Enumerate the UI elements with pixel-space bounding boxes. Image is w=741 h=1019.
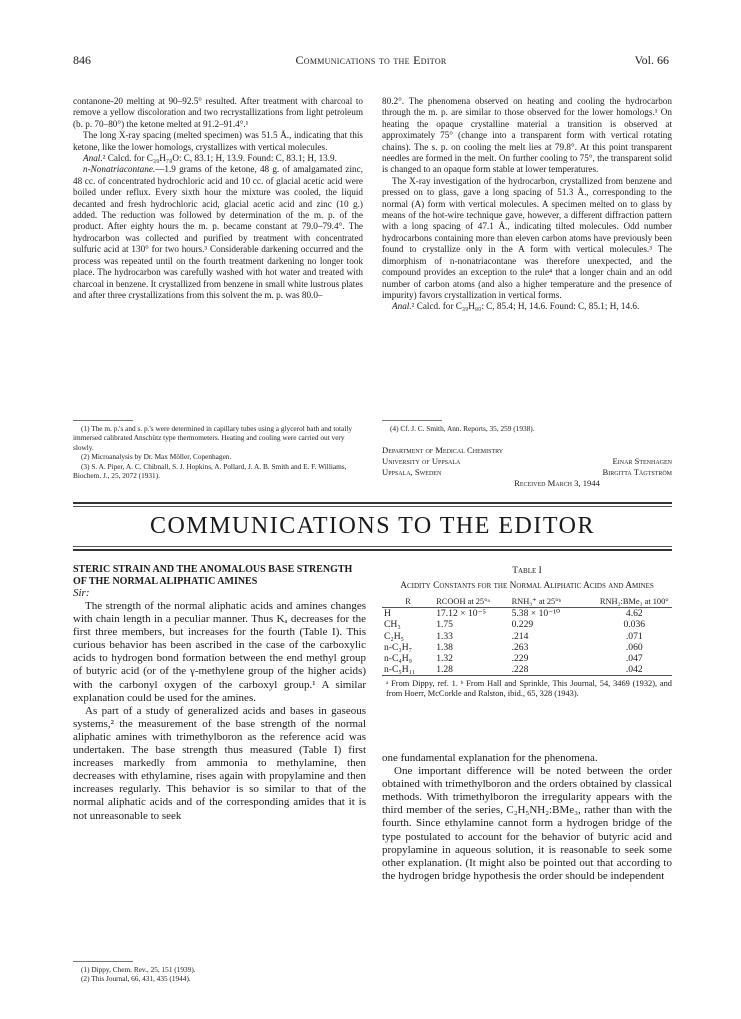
affiliation-block — [382, 445, 672, 489]
compound-heading: n-Nonatriacontane. — [83, 164, 156, 175]
footnote: (4) Cf. J. C. Smith, Ann. Reports, 35, 259 (1938). — [390, 424, 535, 433]
section-rule-bottom-thin — [73, 546, 672, 547]
table-cell: .042 — [625, 664, 643, 676]
column-header: R — [405, 597, 411, 606]
university: University of Uppsala — [382, 456, 461, 466]
footnote: (1) The m. p.'s and s. p.'s were determined in capillary tubes using a glycerol bath and totally immersed calibrated Anschütz type thermometers. Heating and cooling were carried out very slowly. — [73, 424, 352, 452]
column-header: RNH₃⁺ at 25°ᵇ — [511, 597, 562, 606]
table-row — [382, 631, 672, 642]
table-row — [382, 664, 672, 676]
footnote: (3) S. A. Piper, A. C. Chibnall, S. J. Hopkins, A. Pollard, J. A. B. Smith and E. F. Williams, Biochem. J., 25, 2072 (1931). — [73, 461, 347, 481]
table-caption: Acidity Constants for the Normal Aliphatic Acids and Amines — [400, 581, 654, 591]
article-title: STERIC STRAIN AND THE ANOMALOUS BASE STRENGTH OF THE NORMAL ALIPHATIC AMINES — [73, 564, 353, 587]
acidity-table — [382, 596, 672, 676]
table-cell: .047 — [625, 653, 643, 665]
footnote: (2) Microanalysis by Dr. Max Möller, Copenhagen. — [81, 452, 232, 462]
paragraph: contanone-20 melting at 90–92.5° resulted. After treatment with charcoal to remove a yellow discoloration and two recrystallizations from light petroleum (b. p. 70–80°) the ketone melted at 91.2–91.4°.¹ — [73, 96, 363, 129]
column-header: RCOOH at 25°ᵃ — [436, 597, 490, 606]
table-cell: n-C₅H₁₁ — [384, 664, 416, 676]
table-cell: .071 — [625, 630, 643, 642]
table-cell: n-C₄H₉ — [384, 653, 413, 665]
author-name: Birgitta Tägtström — [602, 467, 672, 477]
top-right-column — [382, 96, 672, 313]
article-left-column — [73, 564, 366, 823]
table-cell: .228 — [511, 664, 529, 676]
table-cell: 1.33 — [436, 630, 453, 642]
section-rule-top — [73, 502, 672, 504]
table-cell: 17.12 × 10⁻⁵ — [436, 608, 486, 620]
paragraph: One important difference will be noted between the order obtained with trimethylboron and the orders obtained by classical methods. With trimethylboron the irregularity appears with the third member of the series, C₂H₅NH₂:BMe₃, rather than with the fourth. Since ethylamine cannot form a hydrogen bridge of the type postulated to account for the behavior of butyric acid and propylamine in aqueous solution, it is reasonable to seek some other explanation. (It might also be pointed out that according to the hydrogen bridge hypothesis the order should be independent — [382, 765, 672, 882]
table-label: Table I — [512, 566, 542, 576]
paragraph — [73, 164, 363, 301]
article-footnotes — [73, 965, 366, 984]
paragraph: The X-ray investigation of the hydrocarbon, crystallized from benzene and pressed on to glass, gave a long spacing of 51.3 Å., corresponding to the normal (A) form with vertical molecules. A specimen melted on to glass by means of the hot-wire technique gave, however, a different diffraction pattern with a long spacing of 47.1 Å., indicating tilted molecules. Odd number hydrocarbons containing more than eleven carbon atoms have previously been found to crystallize only in the A form with vertical molecules.³ The dimorphism of n-nonatriacontane was therefore unexpected, and the compound provides an exception to the rule⁴ that a longer chain and an odd number of carbon atoms (and also a higher temperature and the presence of impurity) favors crystallization in vertical forms. — [382, 175, 672, 300]
table-cell: C₂H₅ — [384, 630, 405, 642]
section-title: COMMUNICATIONS TO THE EDITOR — [150, 513, 595, 539]
analysis-label: Anal. — [83, 153, 103, 164]
section-rule-top-thin — [73, 506, 672, 507]
footnote-rule — [382, 420, 442, 421]
table-cell: 4.62 — [625, 608, 643, 620]
table-cell: .229 — [511, 653, 529, 665]
top-left-column — [73, 96, 363, 301]
paragraph-text: —1.9 grams of the ketone, 48 g. of amalgamated zinc, 48 cc. of concentrated hydrochloric acid and 10 cc. of glacial acetic acid were boiled under reflux. Every sixth hour the mixture was cooled, the liquid decanted and fresh hydrochloric acid, glacial acetic acid and zinc (10 g.) added. The reduction was followed by determination of the m. p. of the product. After eighty hours the m. p. became constant at 79.0–79.4°. The hydrocarbon was collected and purified by treatment with concentrated sulfuric acid at 130° for two hours.³ Considerable darkening occurred and the process was repeated until on the fourth treatment darkening no longer took place. The hydrocarbon was carefully washed with hot water and treated with charcoal in benzene. It crystallized from benzene in small white lustrous plates and after three crystallizations from this solvent the m. p. was 80.0– — [73, 164, 363, 300]
top-left-footnotes — [73, 424, 363, 480]
table-cell: .060 — [625, 641, 643, 653]
paragraph: As part of a study of generalized acids and bases in gaseous systems,² the measurement of the base strength of the normal aliphatic amines with trimethylboron as the reference acid was undertaken. The base strength thus measured (Table I) first increases markedly from ammonia to methylamine, then decreases with ethylamine, rises again with propylamine and then increases regularly. This behavior is so similar to that of the normal aliphatic acids and of the corresponding amides that it is not unreasonable to seek — [73, 704, 366, 822]
city: Uppsala, Sweden — [382, 467, 442, 477]
analysis-text: ² Calcd. for C₃₉H₇₈O: C, 83.1; H, 13.9. Found: C, 83.1; H, 13.9. — [102, 153, 337, 164]
footnote-rule — [73, 961, 133, 962]
volume-label: Vol. 66 — [634, 53, 669, 67]
footnote: (1) Dippy, Chem. Rev., 25, 151 (1939). — [81, 965, 196, 974]
table-cell: 1.75 — [436, 619, 453, 631]
article-right-column — [382, 752, 672, 883]
table-cell: H — [384, 608, 391, 620]
table-cell: 1.32 — [436, 653, 453, 665]
analysis-paragraph — [382, 301, 672, 312]
table-row — [382, 608, 672, 620]
section-rule-bottom — [73, 549, 672, 551]
table-header-row — [382, 596, 672, 608]
table-cell: 0.229 — [511, 619, 534, 631]
running-header — [73, 53, 669, 69]
table-cell: 5.38 × 10⁻¹⁰ — [511, 608, 560, 620]
footnote: (2) This Journal, 66, 431, 435 (1944). — [81, 974, 191, 984]
table-cell: n-C₃H₇ — [384, 641, 413, 653]
table-cell: 0.036 — [623, 619, 646, 631]
author-name: Einar Stenhagen — [612, 456, 672, 466]
table-cell: .214 — [511, 630, 529, 642]
department: Department of Medical Chemistry — [382, 445, 504, 455]
analysis-label: Anal. — [392, 301, 412, 312]
salutation: Sir: — [73, 587, 90, 599]
paragraph: The strength of the normal aliphatic acids and amines changes with chain length in a peculiar manner. Thus Kₐ decreases for the first three members, but increases for the fourth (Table I). This curious behavior has been ascribed in the case of the carboxylic acids to hydrogen bond formation between the end methyl group of butyric acid (or of the γ-methylene group of the higher acids) with the carbonyl oxygen of the carboxyl group.¹ A similar explanation could be used for the amines. — [73, 600, 366, 704]
table-cell: 1.28 — [436, 664, 453, 676]
paragraph: 80.2°. The phenomena observed on heating and cooling the hydrocarbon through the m. p. are similar to those observed for the lower homologs.¹ On heating the opaque crystalline material a transition is observed at approximately 75° (change into a transparent form with vertical rotating chains). The s. p. on cooling the melt lies at 79.8°. At this point transparent needles are formed in the melt. On further cooling to 75°, the transparent solid is changed to an opaque form stable at lower temperatures. — [382, 96, 672, 175]
received-date: Received March 3, 1944 — [514, 478, 600, 488]
paragraph: one fundamental explanation for the phenomena. — [382, 752, 598, 764]
table-row — [382, 619, 672, 630]
analysis-text: ² Calcd. for C₃₉H₈₀: C, 85.4; H, 14.6. Found: C, 85.1; H, 14.6. — [411, 301, 640, 312]
analysis-paragraph — [73, 153, 363, 164]
table-cell: .263 — [511, 641, 529, 653]
page-number: 846 — [73, 53, 91, 67]
table-cell: CH₃ — [384, 619, 401, 631]
paragraph: The long X-ray spacing (melted specimen) was 51.5 Å., indicating that this ketone, like the lower homologs, crystallizes with vertical molecules. — [73, 130, 363, 152]
table-block — [382, 566, 672, 699]
column-header: RNH₂:BMe₃ at 100° — [599, 597, 669, 606]
table-cell: 1.38 — [436, 641, 453, 653]
table-row — [382, 642, 672, 653]
journal-title: Communications to the Editor — [295, 53, 447, 67]
top-right-footnotes — [382, 424, 672, 433]
table-footnote: ᵃ From Dippy, ref. 1. ᵇ From Hall and Sprinkle, This Journal, 54, 3469 (1932), and from Hoerr, McCorkle and Ralston, ibid., 65, 328 (1943). — [386, 679, 672, 699]
table-row — [382, 653, 672, 664]
footnote-rule — [73, 420, 133, 421]
